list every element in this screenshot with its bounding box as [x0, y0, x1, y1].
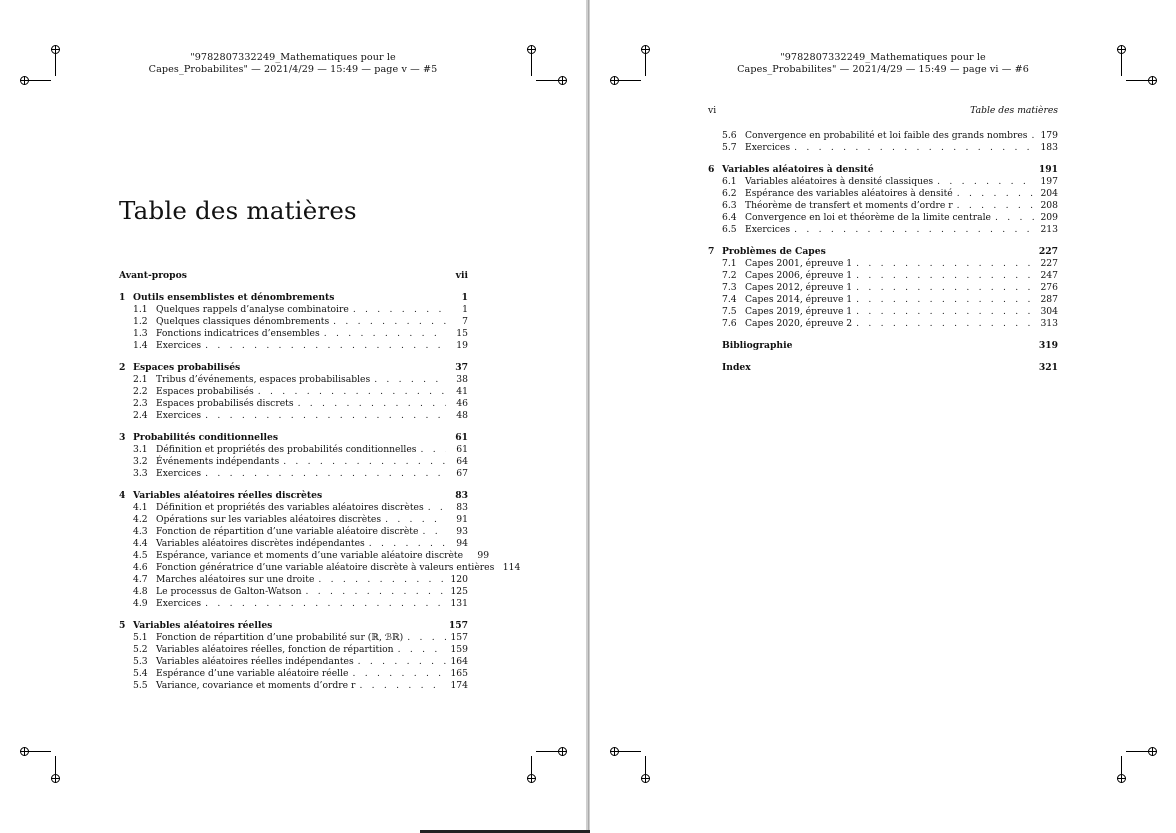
toc-entry-number: 6.4 — [722, 212, 737, 223]
toc-section-entry[interactable] — [119, 304, 468, 316]
toc-entry-page: 287 — [1040, 294, 1058, 305]
toc-spacer — [708, 330, 1058, 340]
crop-line — [619, 751, 641, 752]
toc-entry-number: 4.7 — [133, 574, 148, 585]
toc-entry-page: 120 — [450, 574, 468, 585]
toc-section-entry[interactable] — [119, 502, 468, 514]
toc-entry-number: 5 — [119, 620, 126, 631]
toc-entry-page: 227 — [1038, 246, 1058, 257]
toc-entry-title: Théorème de transfert et moments d’ordre r — [745, 200, 953, 211]
toc-chapter-entry[interactable] — [119, 490, 468, 502]
toc-entry-number: 2.4 — [133, 410, 148, 421]
toc-section-entry[interactable] — [708, 224, 1058, 236]
toc-leader-dots — [995, 212, 1036, 224]
toc-spacer — [119, 282, 468, 292]
toc-entry-title: Espaces probabilisés — [133, 362, 241, 373]
toc-entry-title: Espaces probabilisés discrets — [156, 398, 294, 409]
crop-line — [1126, 80, 1148, 81]
toc-entry-title: Exercices — [156, 468, 202, 479]
toc-entry-number: 3 — [119, 432, 126, 443]
toc-entry-title: Événements indépendants — [156, 456, 280, 467]
toc-section-entry[interactable] — [708, 306, 1058, 318]
toc-entry-page: 93 — [456, 526, 468, 537]
toc-section-entry[interactable] — [708, 130, 1058, 142]
toc-section-entry[interactable] — [119, 444, 468, 456]
toc-leader-dots — [398, 644, 446, 656]
toc-chapter-entry[interactable] — [708, 246, 1058, 258]
toc-entry-number: 5.2 — [133, 644, 148, 655]
toc-entry-page: 83 — [456, 502, 468, 513]
toc-section-entry[interactable] — [708, 318, 1058, 330]
toc-entry-title: Variables aléatoires discrètes indépendantes — [156, 538, 365, 549]
toc-section-entry[interactable] — [708, 188, 1058, 200]
toc-leader-dots — [856, 306, 1036, 318]
page-number-header: vi — [708, 105, 717, 116]
toc-entry-title: Exercices — [156, 410, 202, 421]
toc-entry-number: 5.3 — [133, 656, 148, 667]
toc-entry-number: 4.4 — [133, 538, 148, 549]
toc-entry-page: vii — [455, 270, 468, 281]
crop-line — [536, 80, 558, 81]
toc-entry-title: Variables aléatoires réelles indépendantes — [156, 656, 354, 667]
toc-entry-page: 83 — [455, 490, 468, 501]
toc-entry-title: Quelques rappels d’analyse combinatoire — [156, 304, 349, 315]
toc-entry-number: 2 — [119, 362, 126, 373]
toc-entry-number: 4.9 — [133, 598, 148, 609]
page-divider — [588, 0, 589, 833]
toc-leader-dots — [794, 224, 1036, 236]
toc-chapter-entry[interactable] — [708, 340, 1058, 352]
toc-entry-number: 1.2 — [133, 316, 148, 327]
toc-entry-page: 131 — [450, 598, 468, 609]
toc-entry-page: 94 — [456, 538, 468, 549]
toc-chapter-entry[interactable] — [119, 270, 468, 282]
toc-leader-dots — [856, 282, 1036, 294]
toc-entry-number: 2.3 — [133, 398, 148, 409]
toc-entry-title: Quelques classiques dénombrements — [156, 316, 330, 327]
page-title: Table des matières — [119, 196, 357, 225]
toc-entry-title: Index — [722, 362, 751, 373]
toc-entry-title: Espérance d’une variable aléatoire réelle — [156, 668, 349, 679]
toc-leader-dots — [422, 526, 446, 538]
toc-entry-page: 319 — [1038, 340, 1058, 351]
toc-leader-dots — [856, 258, 1036, 270]
toc-section-entry[interactable] — [119, 328, 468, 340]
toc-entry-number: 7.3 — [722, 282, 737, 293]
toc-leader-dots — [385, 514, 446, 526]
toc-leader-dots — [856, 294, 1036, 306]
toc-section-entry[interactable] — [708, 200, 1058, 212]
toc-entry-number: 6.5 — [722, 224, 737, 235]
toc-spacer — [119, 422, 468, 432]
toc-leader-dots — [318, 574, 446, 586]
toc-leader-dots — [283, 456, 446, 468]
toc-entry-title: Capes 2012, épreuve 1 — [745, 282, 853, 293]
toc-entry-number: 4.8 — [133, 586, 148, 597]
toc-leader-dots — [369, 538, 446, 550]
toc-chapter-entry[interactable] — [119, 362, 468, 374]
toc-entry-number: 1.3 — [133, 328, 148, 339]
toc-entry-title: Variables aléatoires à densité — [722, 164, 874, 175]
toc-entry-page: 1 — [462, 304, 468, 315]
toc-entry-title: Définition et propriétés des variables aléatoires discrètes — [156, 502, 424, 513]
toc-entry-number: 5.7 — [722, 142, 737, 153]
running-head-line1: "9782807332249_Mathematiques pour le — [780, 52, 986, 63]
toc-entry-number: 4.3 — [133, 526, 148, 537]
toc-entry-page: 183 — [1040, 142, 1058, 153]
toc-entry-title: Définition et propriétés des probabilités conditionnelles — [156, 444, 417, 455]
toc-entry-number: 3.3 — [133, 468, 148, 479]
toc-entry-page: 46 — [456, 398, 468, 409]
toc-entry-page: 7 — [462, 316, 468, 327]
running-head-line2: Capes_Probabilites" — 2021/4/29 — 15:49 — page v — #5 — [148, 64, 438, 75]
toc-entry-page: 321 — [1038, 362, 1058, 373]
toc-entry-title: Opérations sur les variables aléatoires discrètes — [156, 514, 382, 525]
toc-entry-number: 4 — [119, 490, 126, 501]
toc-entry-title: Espérance, variance et moments d’une variable aléatoire discrète — [156, 550, 464, 561]
toc-section-entry[interactable] — [119, 644, 468, 656]
toc-entry-title: Fonction de répartition d’une variable aléatoire discrète — [156, 526, 419, 537]
toc-entry-title: Capes 2001, épreuve 1 — [745, 258, 853, 269]
toc-entry-number: 7.5 — [722, 306, 737, 317]
toc-section-entry[interactable] — [119, 514, 468, 526]
toc-entry-title: Tribus d’événements, espaces probabilisables — [156, 374, 371, 385]
toc-entry-page: 276 — [1040, 282, 1058, 293]
toc-entry-page: 209 — [1040, 212, 1058, 223]
toc-entry-page: 48 — [456, 410, 468, 421]
toc-section-entry[interactable] — [708, 294, 1058, 306]
toc-section-entry[interactable] — [119, 386, 468, 398]
toc-section-entry[interactable] — [119, 680, 468, 692]
toc-leader-dots — [407, 632, 446, 644]
running-title-header: Table des matières — [970, 105, 1058, 116]
toc-section-entry[interactable] — [119, 668, 468, 680]
toc-entry-page: 179 — [1040, 130, 1058, 141]
toc-leader-dots — [937, 176, 1036, 188]
toc-section-entry[interactable] — [119, 526, 468, 538]
toc-entry-title: Variance, covariance et moments d’ordre r — [156, 680, 356, 691]
toc-entry-title: Espaces probabilisés — [156, 386, 254, 397]
toc-entry-number: 2.2 — [133, 386, 148, 397]
toc-entry-page: 247 — [1040, 270, 1058, 281]
toc-section-entry[interactable] — [119, 562, 521, 574]
toc-entry-page: 61 — [455, 432, 468, 443]
toc-section-entry[interactable] — [708, 282, 1058, 294]
toc-entry-page: 99 — [477, 550, 490, 561]
toc-entry-page: 67 — [456, 468, 468, 479]
toc-entry-number: 7 — [708, 246, 715, 257]
toc-entry-title: Variables aléatoires à densité classiques — [745, 176, 934, 187]
toc-section-entry[interactable] — [708, 142, 1058, 154]
crop-line — [536, 751, 558, 752]
toc-entry-title: Capes 2006, épreuve 1 — [745, 270, 853, 281]
toc-right — [708, 130, 1058, 374]
toc-entry-number: 6 — [708, 164, 715, 175]
toc-entry-title: Variables aléatoires réelles — [133, 620, 273, 631]
toc-section-entry[interactable] — [119, 374, 468, 386]
toc-entry-title: Fonction génératrice d’une variable aléatoire discrète à valeurs entières — [156, 562, 495, 573]
toc-chapter-entry[interactable] — [119, 292, 468, 304]
toc-entry-page: 164 — [450, 656, 468, 667]
toc-entry-title: Probabilités conditionnelles — [133, 432, 278, 443]
toc-entry-title: Capes 2019, épreuve 1 — [745, 306, 853, 317]
toc-entry-page: 41 — [456, 386, 468, 397]
toc-leader-dots — [333, 316, 446, 328]
toc-leader-dots — [957, 200, 1036, 212]
toc-chapter-entry[interactable] — [708, 362, 1058, 374]
toc-left — [119, 270, 521, 692]
toc-entry-title: Exercices — [156, 598, 202, 609]
toc-entry-page: 191 — [1038, 164, 1058, 175]
crop-line — [55, 54, 56, 76]
toc-entry-number: 6.1 — [722, 176, 737, 187]
toc-entry-number: 2.1 — [133, 374, 148, 385]
toc-entry-number: 4.5 — [133, 550, 148, 561]
toc-leader-dots — [205, 598, 446, 610]
toc-entry-page: 38 — [456, 374, 468, 385]
toc-entry-page: 125 — [450, 586, 468, 597]
toc-entry-title: Le processus de Galton-Watson — [156, 586, 302, 597]
toc-entry-page: 213 — [1040, 224, 1058, 235]
crop-line — [29, 80, 51, 81]
toc-leader-dots — [353, 668, 447, 680]
crop-line — [29, 751, 51, 752]
toc-entry-title: Exercices — [745, 224, 791, 235]
toc-entry-page: 19 — [456, 340, 468, 351]
toc-entry-page: 61 — [456, 444, 468, 455]
toc-entry-number: 4.2 — [133, 514, 148, 525]
toc-spacer — [119, 352, 468, 362]
toc-entry-title: Variables aléatoires réelles, fonction de répartition — [156, 644, 394, 655]
toc-entry-title: Variables aléatoires réelles discrètes — [133, 490, 323, 501]
toc-entry-title: Exercices — [156, 340, 202, 351]
toc-spacer — [119, 610, 468, 620]
toc-entry-number: 1 — [119, 292, 126, 303]
toc-entry-title: Convergence en probabilité et loi faible des grands nombres — [745, 130, 1028, 141]
toc-entry-number: 6.3 — [722, 200, 737, 211]
toc-entry-number: 5.1 — [133, 632, 148, 643]
toc-leader-dots — [794, 142, 1036, 154]
toc-entry-title: Fonctions indicatrices d’ensembles — [156, 328, 320, 339]
toc-entry-page: 114 — [502, 562, 521, 573]
toc-section-entry[interactable] — [119, 574, 468, 586]
toc-entry-number: 7.2 — [722, 270, 737, 281]
toc-section-entry[interactable] — [119, 586, 468, 598]
crop-line — [1126, 751, 1148, 752]
toc-section-entry[interactable] — [119, 632, 468, 644]
toc-entry-page: 304 — [1040, 306, 1058, 317]
toc-entry-number: 3.1 — [133, 444, 148, 455]
toc-leader-dots — [428, 502, 446, 514]
toc-entry-number: 1.4 — [133, 340, 148, 351]
toc-entry-title: Exercices — [745, 142, 791, 153]
toc-entry-page: 197 — [1040, 176, 1058, 187]
toc-section-entry[interactable] — [119, 538, 468, 550]
toc-chapter-entry[interactable] — [119, 620, 468, 632]
toc-entry-number: 7.6 — [722, 318, 737, 329]
toc-entry-page: 159 — [450, 644, 468, 655]
toc-entry-number: 1.1 — [133, 304, 148, 315]
crop-line — [619, 80, 641, 81]
toc-entry-number: 3.2 — [133, 456, 148, 467]
toc-entry-title: Espérance des variables aléatoires à densité — [745, 188, 953, 199]
toc-entry-page: 313 — [1040, 318, 1058, 329]
toc-entry-page: 91 — [456, 514, 468, 525]
running-head-line2: Capes_Probabilites" — 2021/4/29 — 15:49 — page vi — #6 — [737, 64, 1029, 75]
toc-entry-page: 227 — [1040, 258, 1058, 269]
crop-line — [531, 54, 532, 76]
toc-leader-dots — [306, 586, 446, 598]
toc-section-entry[interactable] — [119, 398, 468, 410]
toc-entry-page: 1 — [461, 292, 468, 303]
toc-entry-title: Bibliographie — [722, 340, 793, 351]
toc-leader-dots — [421, 444, 446, 456]
toc-spacer — [708, 154, 1058, 164]
toc-entry-title: Outils ensemblistes et dénombrements — [133, 292, 335, 303]
toc-section-entry[interactable] — [708, 212, 1058, 224]
toc-entry-title: Convergence en loi et théorème de la limite centrale — [745, 212, 991, 223]
toc-chapter-entry[interactable] — [708, 164, 1058, 176]
toc-section-entry[interactable] — [119, 456, 468, 468]
toc-entry-page: 157 — [450, 632, 468, 643]
toc-section-entry[interactable] — [119, 410, 468, 422]
toc-section-entry[interactable] — [119, 598, 468, 610]
toc-entry-number: 5.5 — [133, 680, 148, 691]
toc-entry-number: 7.4 — [722, 294, 737, 305]
toc-entry-page: 64 — [456, 456, 468, 467]
toc-entry-number: 4.6 — [133, 562, 148, 573]
toc-section-entry[interactable] — [119, 340, 468, 352]
toc-leader-dots — [205, 468, 446, 480]
running-head-line1: "9782807332249_Mathematiques pour le — [190, 52, 396, 63]
toc-leader-dots — [353, 304, 446, 316]
crop-line — [645, 54, 646, 76]
toc-leader-dots — [374, 374, 446, 386]
toc-spacer — [708, 236, 1058, 246]
toc-entry-page: 15 — [456, 328, 468, 339]
crop-line — [1121, 54, 1122, 76]
toc-entry-page: 157 — [448, 620, 468, 631]
toc-spacer — [708, 352, 1058, 362]
toc-leader-dots — [856, 318, 1036, 330]
toc-entry-number: 6.2 — [722, 188, 737, 199]
right-running-head — [590, 52, 1176, 76]
toc-leader-dots — [324, 328, 446, 340]
toc-section-entry[interactable] — [708, 258, 1058, 270]
toc-section-entry[interactable] — [119, 468, 468, 480]
toc-entry-title: Marches aléatoires sur une droite — [156, 574, 315, 585]
toc-leader-dots — [1032, 130, 1036, 142]
toc-entry-title: Capes 2014, épreuve 1 — [745, 294, 853, 305]
toc-spacer — [119, 480, 468, 490]
toc-entry-page: 165 — [450, 668, 468, 679]
toc-leader-dots — [258, 386, 446, 398]
toc-entry-number: 7.1 — [722, 258, 737, 269]
toc-entry-title: Fonction de répartition d’une probabilité sur (ℝ, ℬℝ) — [156, 632, 404, 643]
toc-section-entry[interactable] — [119, 316, 468, 328]
toc-entry-number: 4.1 — [133, 502, 148, 513]
toc-section-entry[interactable] — [708, 270, 1058, 282]
toc-entry-number: 5.6 — [722, 130, 737, 141]
left-page — [0, 0, 586, 833]
right-page — [590, 0, 1176, 833]
toc-entry-title: Problèmes de Capes — [722, 246, 826, 257]
toc-section-entry[interactable] — [119, 656, 468, 668]
toc-section-entry[interactable] — [708, 176, 1058, 188]
toc-entry-page: 37 — [455, 362, 468, 373]
toc-entry-page: 174 — [450, 680, 468, 691]
toc-leader-dots — [957, 188, 1036, 200]
toc-leader-dots — [205, 410, 446, 422]
toc-leader-dots — [298, 398, 446, 410]
toc-entry-title: Avant-propos — [119, 270, 187, 281]
toc-entry-page: 208 — [1040, 200, 1058, 211]
left-running-head — [0, 52, 586, 76]
toc-leader-dots — [856, 270, 1036, 282]
toc-leader-dots — [205, 340, 446, 352]
toc-leader-dots — [358, 656, 446, 668]
toc-entry-page: 204 — [1040, 188, 1058, 199]
toc-chapter-entry[interactable] — [119, 432, 468, 444]
toc-entry-title: Capes 2020, épreuve 2 — [745, 318, 853, 329]
toc-section-entry[interactable] — [119, 550, 490, 562]
toc-leader-dots — [359, 680, 446, 692]
toc-entry-number: 5.4 — [133, 668, 148, 679]
